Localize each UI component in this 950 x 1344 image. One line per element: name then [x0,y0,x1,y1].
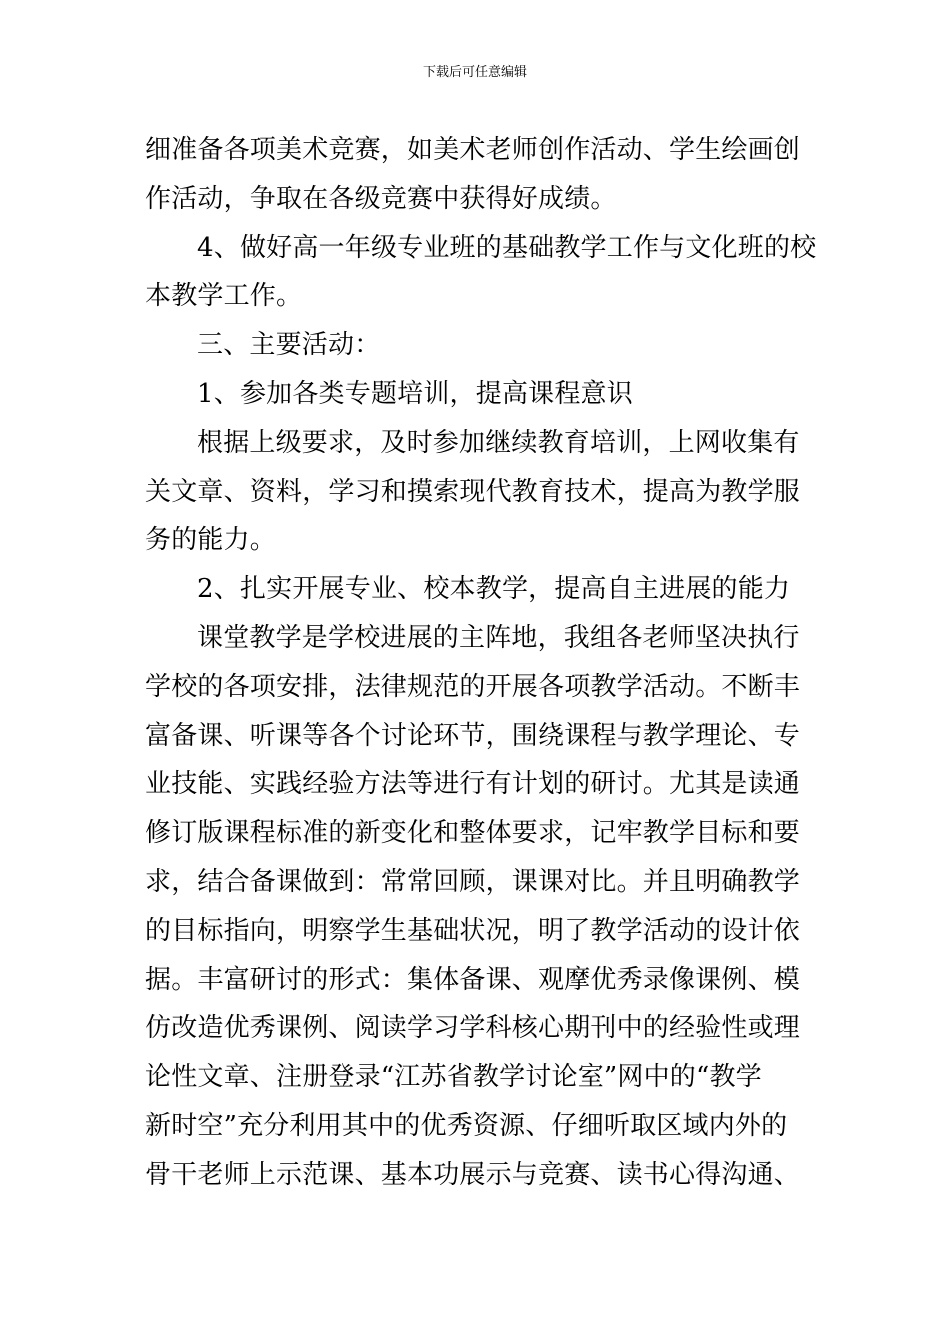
text-line: 论性文章、注册登录“江苏省教学讨论室”网中的“教学 [145,1062,762,1093]
text-line: 的目标指向，明察学生基础状况，明了教学活动的设计依 [145,915,801,946]
text-line: 关文章、资料，学习和摸索现代教育技术，提高为教学服 [145,476,801,507]
text-line: 本教学工作。 [145,281,303,312]
section-heading: 三、主要活动： [197,330,381,361]
text-line: 修订版课程标准的新变化和整体要求，记牢教学目标和要 [145,818,801,849]
text-line: 根据上级要求，及时参加继续教育培训，上网收集有 [197,427,800,458]
page-header: 下载后可任意编辑 [422,65,527,80]
text-line: 富备课、听课等各个讨论环节，围绕课程与教学理论、专 [145,720,801,751]
text-line: 细准备各项美术竞赛，如美术老师创作活动、学生绘画创 [145,135,801,165]
text-line: 务的能力。 [145,525,277,556]
text-line: 求，结合备课做到：常常回顾，课课对比。并且明确教学 [145,866,801,897]
text-line: 仿改造优秀课例、阅读学习学科核心期刊中的经验性或理 [145,1013,801,1044]
text-line: 学校的各项安排，法律规范的开展各项教学活动。不断丰 [145,671,801,702]
subsection-heading: 1、参加各类专题培训，提高课程意识 [197,378,633,409]
text-line: 据。丰富研讨的形式：集体备课、观摩优秀录像课例、模 [145,964,801,995]
document-body [145,126,817,1200]
text-line: 课堂教学是学校进展的主阵地，我组各老师坚决执行 [197,622,800,653]
text-line: 作活动，争取在各级竞赛中获得好成绩。 [145,183,617,214]
text-line: 骨干老师上示范课、基本功展示与竞赛、读书心得沟通、 [145,1159,801,1190]
text-line: 业技能、实践经验方法等进行有计划的研讨。尤其是读通 [145,769,801,800]
subsection-heading: 2、扎实开展专业、校本教学，提高自主进展的能力 [197,574,791,605]
text-line: 新时空”充分利用其中的优秀资源、仔细听取区域内外的 [145,1110,788,1141]
text-line: 4、做好高一年级专业班的基础教学工作与文化班的校 [197,232,817,263]
